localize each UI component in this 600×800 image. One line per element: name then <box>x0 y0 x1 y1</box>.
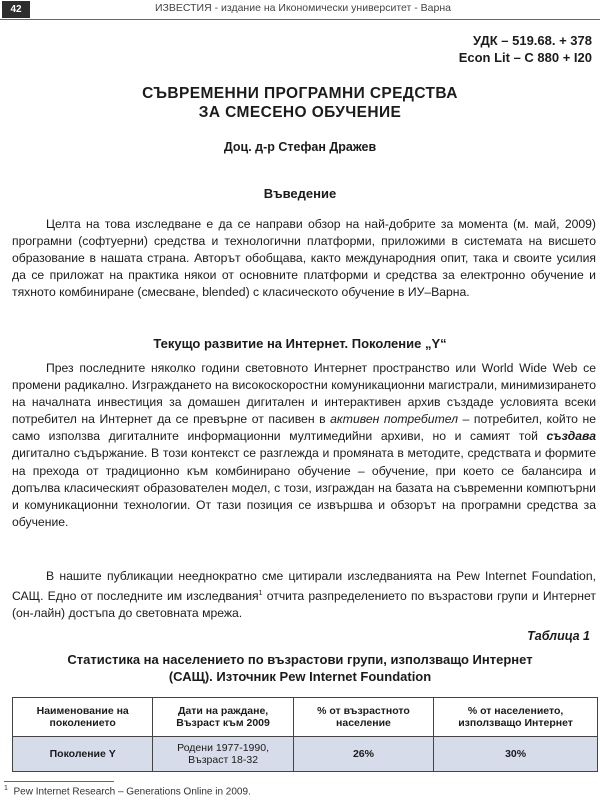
footnote-rule <box>4 781 114 782</box>
p2-emphasis-creates: създава <box>546 429 596 444</box>
running-header <box>0 0 600 20</box>
econlit-code: Econ Lit – C 880 + I20 <box>458 50 592 65</box>
table-title <box>0 651 600 685</box>
p2-text-2: – потребител, който не само използва дигиталните информационни мултимедийни архиви, но и самият той <box>12 412 596 444</box>
column-header-adult-pct: % от възрастното население <box>293 698 433 737</box>
cell-birth-dates-line-1: Родени 1977-1990, <box>177 742 269 754</box>
cell-birth-dates-line-2: Възраст 18-32 <box>188 754 259 766</box>
cell-adult-pct: 26% <box>293 737 433 772</box>
article-title <box>0 84 600 122</box>
p3-text-1: В нашите публикации нееднократно сме цитирали изследванията на Pew Internet Foundation, САЩ. Едно от последните им изследвания <box>12 569 596 604</box>
cell-birth-dates <box>153 737 293 772</box>
footnote-number: 1 <box>4 785 8 792</box>
page-number: 42 <box>2 1 30 18</box>
footnote <box>4 785 251 797</box>
table-title-line-1: Статистика на населението по възрастови групи, използващо Интернет <box>67 652 533 667</box>
column-header-internet-pct: % от населението, използващо Интернет <box>434 698 598 737</box>
column-header-birth-dates: Дати на раждане, Възраст към 2009 <box>153 698 293 737</box>
intro-paragraph: Целта на това изследване е да се направи обзор на най-добрите за момента (м. май, 2009) програмни (софтуерни) средства и технологични платформи, приложими в системата на висшето образование в нашата страна. Авторът обобщава, както международния опит, така и своите усилия да се приложат на практика някои от основните платформи и средства за електронно обучение и тяхното комбиниране (смесване, blended) с класическото обучение в ИУ–Варна. <box>12 217 596 300</box>
cell-generation-name: Поколение Y <box>13 737 153 772</box>
title-line-2: ЗА СМЕСЕНО ОБУЧЕНИЕ <box>198 104 402 121</box>
udk-code: УДК – 519.68. + 378 <box>473 33 592 48</box>
table-header-row <box>13 698 598 737</box>
section-paragraph-1 <box>12 360 596 531</box>
table-caption: Таблица 1 <box>527 629 590 643</box>
section-paragraph-2 <box>12 568 596 622</box>
classification-codes <box>459 32 592 66</box>
p2-emphasis-active-user: активен потребител <box>330 412 458 427</box>
table-row <box>13 737 598 772</box>
header-rule <box>0 19 600 20</box>
footnote-ref: 1 <box>258 590 263 598</box>
author: Доц. д-р Стефан Дражев <box>223 140 377 154</box>
journal-title: ИЗВЕСТИЯ - издание на Икономически университет - Варна <box>155 2 451 14</box>
p3-text-2: отчита разпределението по възрастови групи и Интернет (он-лайн) достъпа до световната мрежа. <box>12 589 596 621</box>
cell-internet-pct: 30% <box>434 737 598 772</box>
table-title-line-2: (САЩ). Източник Pew Internet Foundation <box>168 669 432 684</box>
generation-table <box>12 697 598 772</box>
p2-text-1: През последните няколко години световното Интернет пространство или World Wide Web се промени радикално. Изграждането на високоскоростни комуникационни магистрали, минимизирането на началната инвестиция за домашен дигитален и интерактивен архив създаде условията всеки потребител на Интернет да се превърне от пасивен в <box>12 361 596 427</box>
footnote-text: Pew Internet Research – Generations Online in 2009. <box>13 786 251 798</box>
title-line-1: СЪВРЕМЕННИ ПРОГРАМНИ СРЕДСТВА <box>142 85 458 102</box>
p2-text-3: дигитално съдържание. В този контекст се разглежда и промяната в методите, средствата и формите на прехода от традиционно към комбинирано обучение – обучение, при което се балансира и допълва класическият образователен модел, с този, изграждан на базата на съвременни компютърни и комуникационни технологии. От тази позиция се извършва и обзорът на програмни средства за обучение. <box>12 446 596 529</box>
column-header-generation: Наименование на поколението <box>13 698 153 737</box>
section-heading: Текущо развитие на Интернет. Поколение „Y“ <box>153 336 447 351</box>
intro-heading: Въведение <box>263 186 337 201</box>
